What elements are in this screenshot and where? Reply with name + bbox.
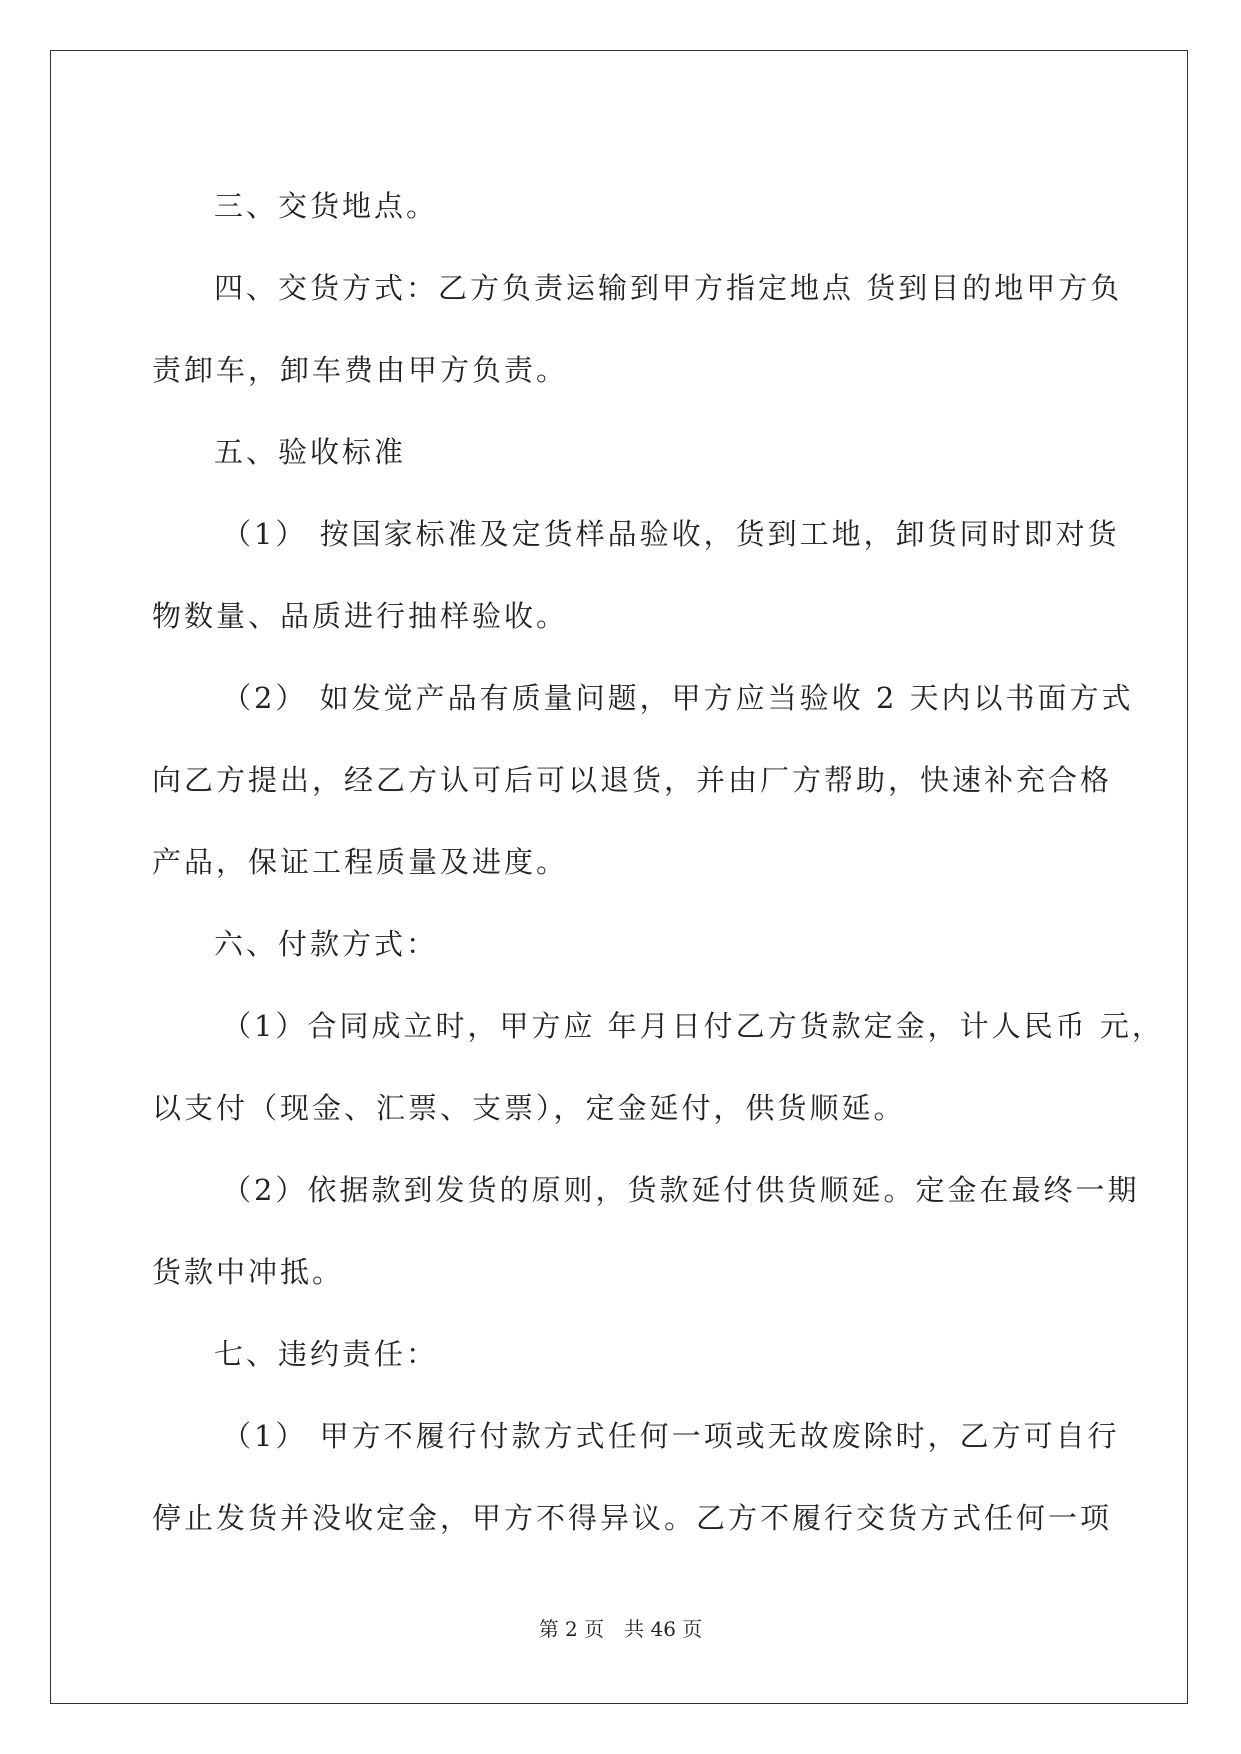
clause-6-payment-heading: 六、付款方式：	[214, 927, 439, 961]
clause-6-item-1-line-1: （1）合同成立时，甲方应 年月日付乙方货款定金，计人民币 元，	[222, 1009, 1164, 1043]
clause-5-acceptance-heading: 五、验收标准	[214, 435, 407, 469]
clause-5-item-2-line-3: 产品，保证工程质量及进度。	[152, 845, 569, 879]
clause-5-item-1-line-1: （1） 按国家标准及定货样品验收，货到工地，卸货同时即对货	[222, 517, 1120, 551]
page-number-footer: 第 2 页 共 46 页	[538, 1617, 703, 1641]
clause-6-item-2-line-1: （2）依据款到发货的原则，货款延付供货顺延。定金在最终一期	[222, 1173, 1140, 1207]
clause-6-item-2-line-2: 货款中冲抵。	[152, 1255, 345, 1289]
clause-7-liability-heading: 七、违约责任：	[214, 1337, 439, 1371]
clause-3-delivery-location: 三、交货地点。	[214, 189, 439, 223]
clause-4-delivery-method-line-2: 责卸车，卸车费由甲方负责。	[152, 353, 569, 387]
clause-5-item-2-line-1: （2） 如发觉产品有质量问题，甲方应当验收 2 天内以书面方式	[222, 681, 1134, 715]
clause-7-item-1-line-1: （1） 甲方不履行付款方式任何一项或无故废除时，乙方可自行	[222, 1419, 1120, 1453]
clause-6-item-1-line-2: 以支付（现金、汇票、支票），定金延付，供货顺延。	[152, 1091, 906, 1125]
clause-7-item-1-line-2: 停止发货并没收定金，甲方不得异议。乙方不履行交货方式任何一项	[152, 1501, 1113, 1535]
clause-5-item-2-line-2: 向乙方提出，经乙方认可后可以退货，并由厂方帮助，快速补充合格	[152, 763, 1113, 797]
clause-4-delivery-method-line-1: 四、交货方式：乙方负责运输到甲方指定地点 货到目的地甲方负	[214, 271, 1123, 305]
clause-5-item-1-line-2: 物数量、品质进行抽样验收。	[152, 599, 569, 633]
document-body	[152, 165, 1164, 1559]
